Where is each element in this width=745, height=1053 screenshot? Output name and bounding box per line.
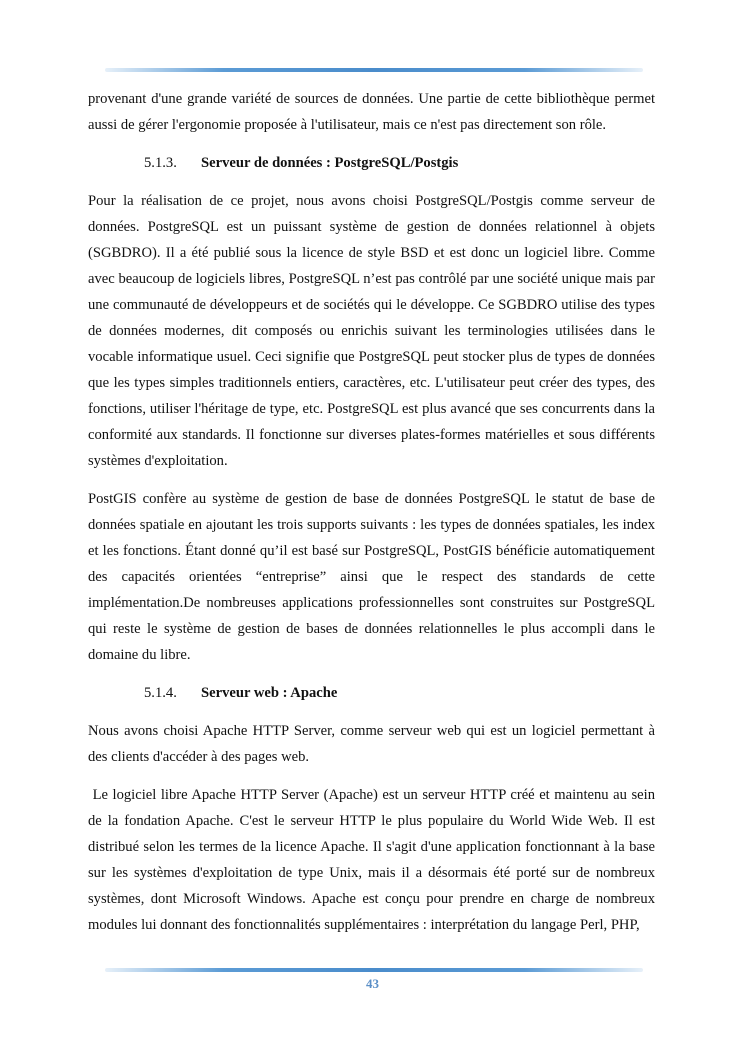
paragraph-postgresql: Pour la réalisation de ce projet, nous avons choisi PostgreSQL/Postgis comme serveur de données. PostgreSQL est un puissant système de gestion de données relationnel à objets (SGBDRO). Il a été publié sous la licence de style BSD et est donc un logiciel libre. Comme avec beaucoup de logiciels libres, PostgreSQL n’est pas contrôlé par une société unique mais par une communauté de développeurs et de sociétés qui le développe. Ce SGBDRO utilise des types de données modernes, dit composés ou enrichis suivant les terminologies utilisées dans le vocable informatique usuel. Ceci signifie que PostgreSQL peut stocker plus de types de données que les types simples traditionnels entiers, caractères, etc. L'utilisateur peut créer des types, des fonctions, utiliser l'héritage de type, etc. PostgreSQL est plus avancé que ses concurrents dans la conformité aux standards. Il fonctionne sur diverses plates-formes matérielles et sous différents systèmes d'exploitation. [88,193,655,469]
section-number: 5.1.4. [144,685,177,701]
section-number: 5.1.3. [144,155,177,171]
header-rule [105,68,643,72]
section-title: Serveur web : Apache [201,685,338,701]
page-number: 43 [366,976,379,991]
paragraph-postgis: PostGIS confère au système de gestion de base de données PostgreSQL le statut de base de données spatiale en ajoutant les trois supports suivants : les types de données spatiales, les index et les fonctions. Étant donné qu’il est basé sur PostgreSQL, PostGIS bénéficie automatiquement des capacités orientées “entreprise” ainsi que le respect des standards de cette implémentation.De nombreuses applications professionnelles sont construites sur PostgreSQL qui reste le système de gestion de bases de données relationnelles le plus accompli dans le domaine du libre. [88,491,655,663]
page-body [88,86,659,938]
section-heading-5-1-3 [88,150,655,176]
paragraph-apache-choice: Nous avons choisi Apache HTTP Server, comme serveur web qui est un logiciel permettant à des clients d'accéder à des pages web. [88,723,655,765]
section-heading-5-1-4 [88,680,655,706]
paragraph-intro: provenant d'une grande variété de sources de données. Une partie de cette bibliothèque permet aussi de gérer l'ergonomie proposée à l'utilisateur, mais ce n'est pas directement son rôle. [88,91,655,133]
footer-rule [105,968,643,972]
paragraph-apache-description: Le logiciel libre Apache HTTP Server (Apache) est un serveur HTTP créé et maintenu au sein de la fondation Apache. C'est le serveur HTTP le plus populaire du World Wide Web. Il est distribué selon les termes de la licence Apache. Il s'agit d'une application fonctionnant à la base sur les systèmes d'exploitation de type Unix, mais il a désormais été porté sur de nombreux systèmes, dont Microsoft Windows. Apache est conçu pour prendre en charge de nombreux modules lui donnant des fonctionnalités supplémentaires : interprétation du langage Perl, PHP, [88,787,659,933]
section-title: Serveur de données : PostgreSQL/Postgis [201,155,459,171]
